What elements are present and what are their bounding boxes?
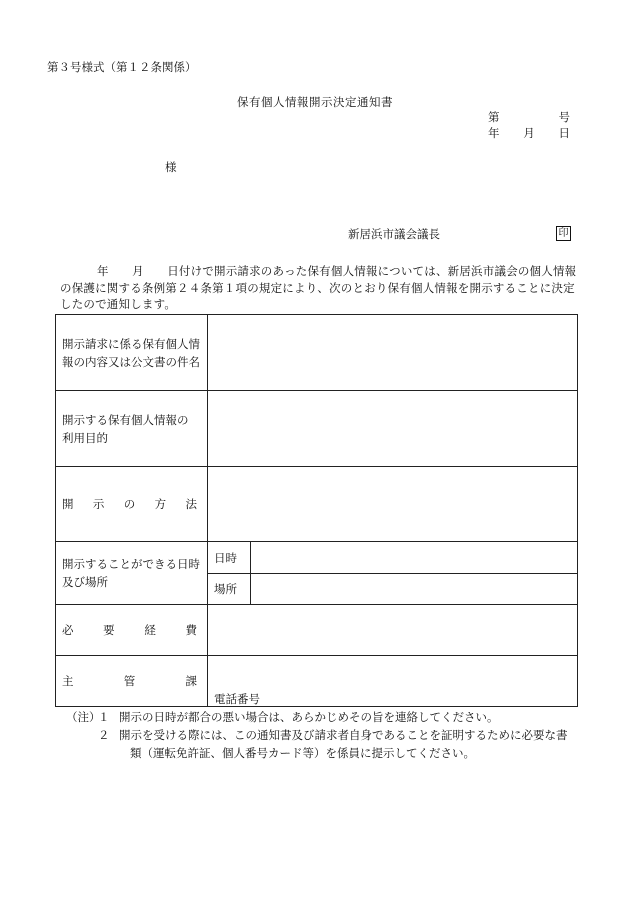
date-year: 年 [488,126,500,140]
place-field[interactable] [251,574,578,605]
date-month: 月 [523,126,535,140]
datetime-sublabel: 日時 [208,542,251,574]
label-char: の [123,497,136,511]
table-row [56,391,578,467]
cost-field[interactable] [208,605,578,656]
document-number-field [488,112,570,124]
cost-label [56,605,208,656]
note-text: 開示を受ける際には、この通知書及び請求者自身であることを証明するために必要な書 [119,728,568,742]
datetime-field[interactable] [251,542,578,574]
label-char: 主 [62,674,74,688]
label-char: 要 [103,623,115,637]
datetime-place-label [56,542,208,605]
method-field[interactable] [208,467,578,542]
label-line: 開示する保有個人情報の [62,412,189,427]
number-prefix: 第 [488,110,500,124]
note-number: ２ [98,728,110,742]
body-line-3: したので通知します。 [60,297,177,311]
table-row [56,542,578,574]
label-char: 経 [144,623,156,637]
table-row [56,656,578,707]
label-char: 費 [185,623,197,637]
notes-tag: （注） [66,710,101,724]
purpose-field[interactable] [208,391,578,467]
note-item [66,726,596,744]
table-row [56,467,578,542]
method-label [56,467,208,542]
phone-number-label: 電話番号 [214,692,260,706]
label-line: 開示請求に係る保有個人情 [62,336,200,351]
label-char: 管 [123,674,136,688]
label-line: 利用目的 [62,430,108,445]
purpose-label [56,391,208,467]
label-char: 必 [62,623,74,637]
label-char: 課 [185,674,197,688]
form-number-label: 第３号様式（第１２条関係） [47,60,197,74]
body-line-2: の保護に関する条例第２４条第１項の規定により、次のとおり保有個人情報を開示することに決定 [60,280,575,295]
label-char: 方 [154,497,167,511]
label-char: 開 [62,497,74,511]
date-day: 日 [558,126,570,140]
label-char: 示 [92,497,105,511]
department-label [56,656,208,707]
place-sublabel: 場所 [208,574,251,605]
info-subject-label [56,315,208,391]
table-row [56,605,578,656]
label-line: 及び場所 [62,575,108,589]
label-char: 法 [185,497,197,511]
addressee-honorific: 様 [165,160,177,174]
issue-date-field [488,128,570,140]
notes-section [66,708,596,762]
note-continuation: 類（運転免許証、個人番号カード等）を係員に提示してください。 [130,746,475,760]
note-text: 開示の日時が都合の悪い場合は、あらかじめその旨を連絡してください。 [119,710,499,724]
disclosure-details-table [55,314,578,707]
body-line-1: 年 月 日付けで開示請求のあった保有個人情報については、新居浜市議会の個人情報 [97,264,577,278]
label-line: 開示することができる日時 [62,557,200,571]
info-subject-field[interactable] [208,315,578,391]
label-line: 報の内容又は公文書の件名 [62,354,200,369]
department-field[interactable] [208,656,578,707]
notice-body [60,263,590,313]
seal-mark: 印 [556,226,571,241]
note-number: １ [98,710,110,724]
note-item [66,708,596,726]
issuer-name: 新居浜市議会議長 [348,227,440,241]
number-suffix: 号 [558,110,570,124]
table-row [56,315,578,391]
document-title: 保有個人情報開示決定通知書 [237,95,393,109]
